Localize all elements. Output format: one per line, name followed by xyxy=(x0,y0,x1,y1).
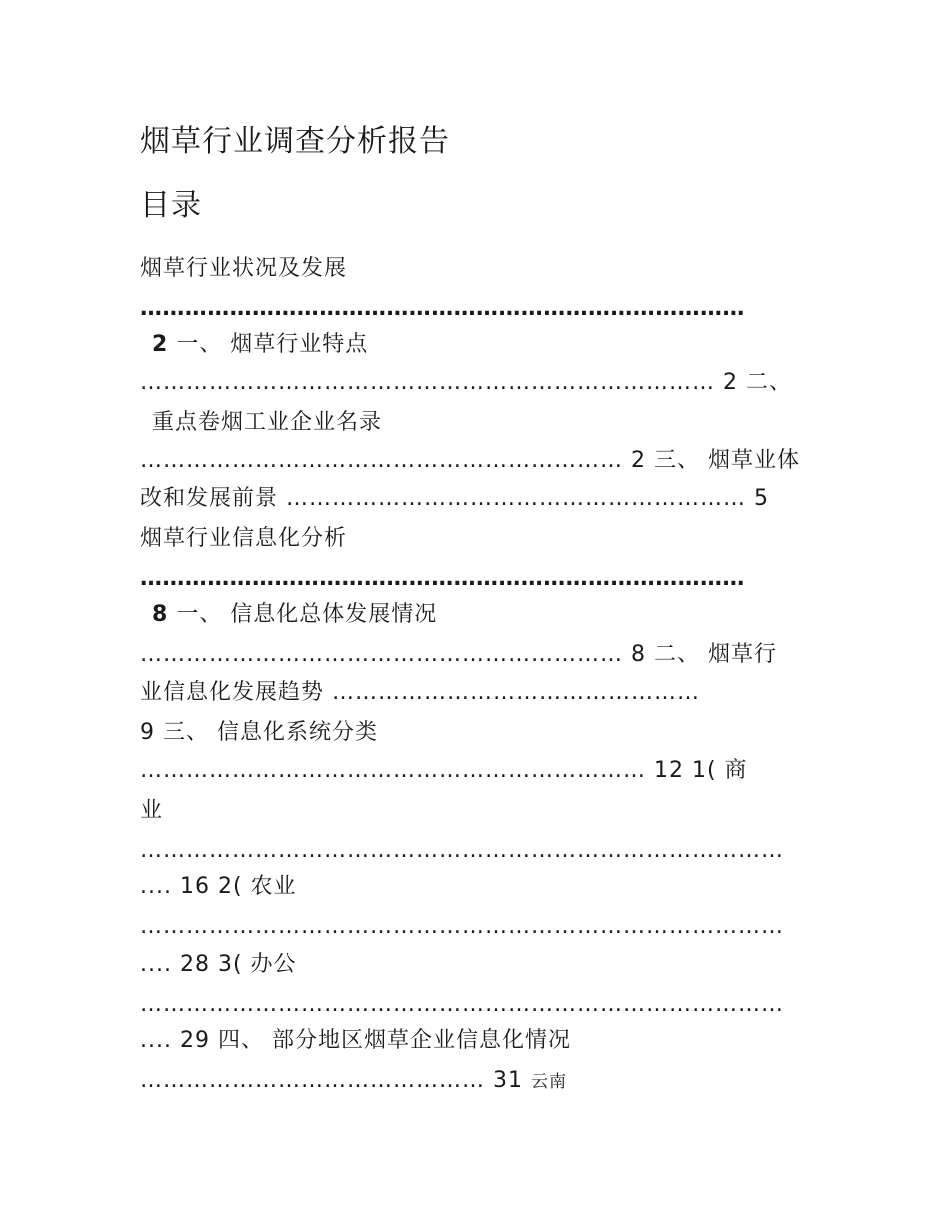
toc-entry xyxy=(140,1066,567,1097)
toc-entry-text: 重点卷烟工业企业名录 xyxy=(152,410,383,435)
toc-entry: 业信息化发展趋势 ………………………………………… xyxy=(140,680,700,705)
toc-entry-leader: ……………………………………………………… 2 三、 烟草业体 xyxy=(140,448,800,473)
toc-section-heading: 烟草行业状况及发展 xyxy=(140,256,348,281)
toc-entry-text: 一、 信息化总体发展情况 xyxy=(176,602,438,627)
toc-entry-leader: ………………………………………………………… 12 1( 商 xyxy=(140,758,748,783)
toc-heading: 目录 xyxy=(140,188,202,223)
toc-entry: .... 28 3( 办公 xyxy=(140,952,297,977)
toc-entry-leader: ………………………………………………………………………… xyxy=(140,914,784,939)
toc-entry-leader: ……………………………………………………… 8 二、 烟草行 xyxy=(140,642,777,667)
toc-entry xyxy=(140,408,382,438)
toc-entry: .... 29 四、 部分地区烟草企业信息化情况 xyxy=(140,1028,571,1053)
toc-entry: 改和发展前景 …………………………………………………… 5 xyxy=(140,486,769,511)
toc-entry: 9 三、 信息化系统分类 xyxy=(140,720,378,745)
toc-entry-leader: ………………………………………………………………………… xyxy=(140,992,784,1017)
toc-leader-dots: ……………………………………………………………………… xyxy=(140,566,745,591)
toc-entry-leader: ……………………………………… 31 xyxy=(140,1068,523,1093)
toc-entry-text: 云南 xyxy=(531,1072,567,1092)
toc-page-number: 8 xyxy=(152,602,169,627)
toc-entry: 业 xyxy=(140,798,164,823)
toc-leader-dots: ……………………………………………………………………… xyxy=(140,296,745,321)
toc-entry: .... 16 2( 农业 xyxy=(140,874,297,899)
toc-entry xyxy=(140,600,437,630)
toc-entry-text: 一、 烟草行业特点 xyxy=(176,332,369,357)
toc-section-heading: 烟草行业信息化分析 xyxy=(140,526,348,551)
toc-page-number: 2 xyxy=(152,332,169,357)
page-title: 烟草行业调查分析报告 xyxy=(140,124,450,159)
toc-entry-leader: ………………………………………………………………… 2 二、 xyxy=(140,370,792,395)
toc-entry xyxy=(140,330,368,360)
toc-entry-leader: ………………………………………………………………………… xyxy=(140,838,784,863)
